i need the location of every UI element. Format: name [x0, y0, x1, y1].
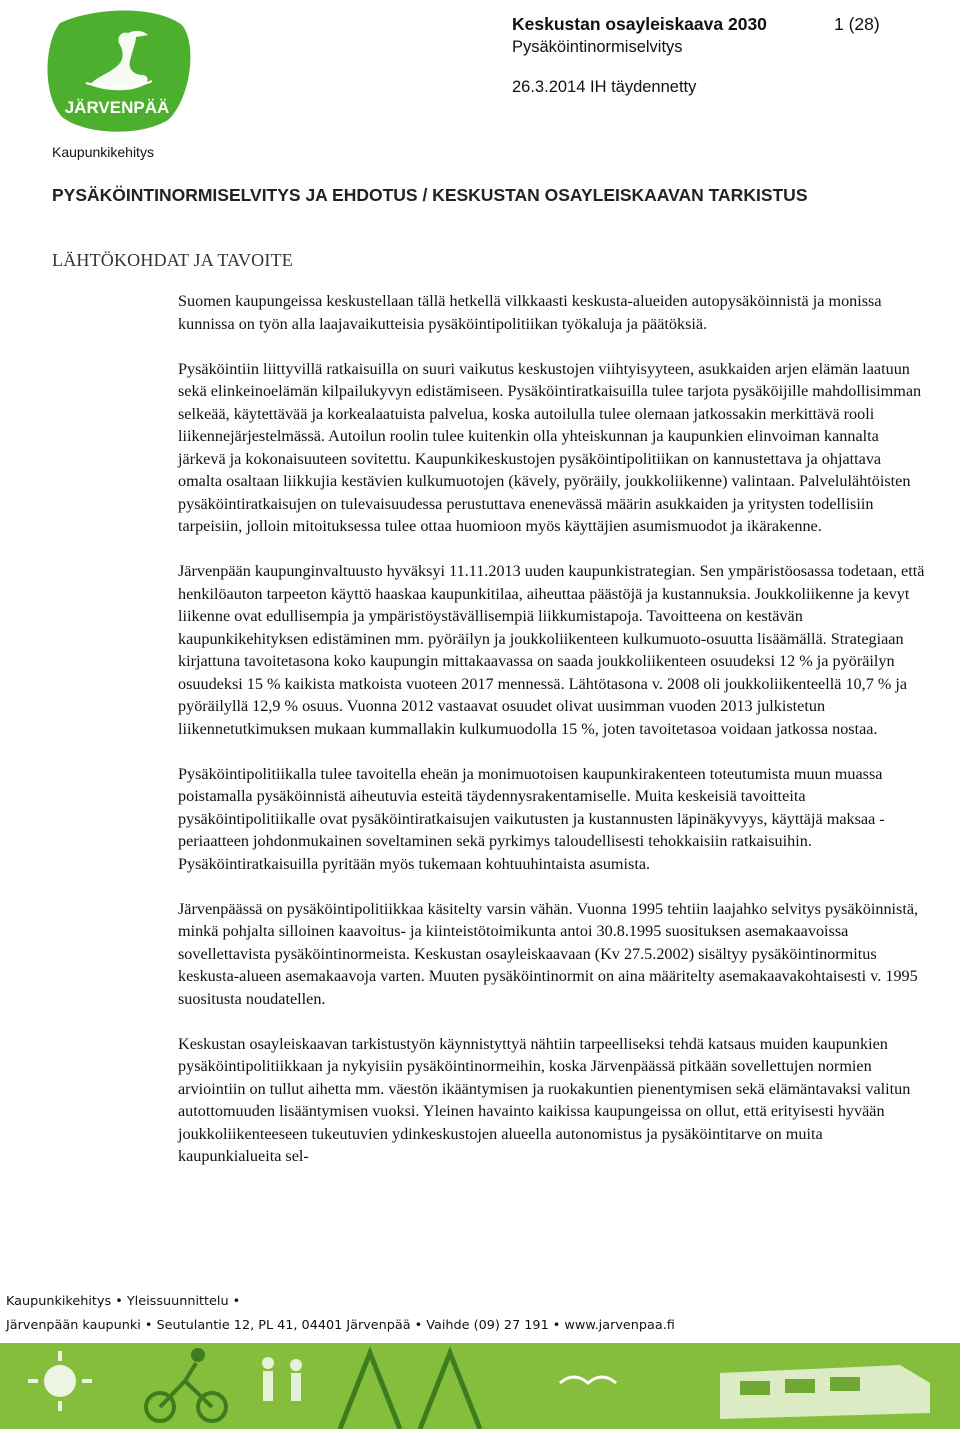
- footer-line-department: Kaupunkikehitys • Yleissuunnittelu •: [6, 1294, 241, 1309]
- department-label: Kaupunkikehitys: [52, 144, 154, 160]
- body-text: [178, 290, 926, 1190]
- footer-banner: [0, 1343, 960, 1429]
- logo-text: JÄRVENPÄÄ: [64, 98, 170, 117]
- swan-logo-icon: [40, 5, 195, 135]
- page-number: 1 (28): [834, 14, 880, 34]
- paragraph: Suomen kaupungeissa keskustellaan tällä hetkellä vilkkaasti keskusta-alueiden autopysäköinnistä ja monissa kunnissa on työn alla laajavaikutteisia pysäköintipolitiikan työkaluja ja päätöksiä.: [178, 292, 882, 333]
- footer-line-contact: Järvenpään kaupunki • Seutulantie 12, PL 41, 04401 Järvenpää • Vaihde (09) 27 191 • www.jarvenpaa.fi: [6, 1318, 675, 1333]
- banner-illustration-icon: [0, 1343, 960, 1429]
- paragraph: Järvenpään kaupunginvaltuusto hyväksyi 11.11.2013 uuden kaupunkistrategian. Sen ympäristöosassa todetaan, että henkilöauton tarpeeton käyttö haaskaa kaupunkitilaa, aiheuttaa päästöjä ja kustannuksia. Joukkoliikenne ja kevyt liikenne ovat edullisempia ja ympäristöystävällisempiä liikkumistapoja. Tavoitteena on kestävän kaupunkikehityksen edistäminen mm. pyöräilyn ja joukkoliikenteen kulkumuoto-osuutta lisäämällä. Strategiaan kirjattuna tavoitetasona koko kaupungin mittakaavassa on saada joukkoliikenteen osuudeksi 12 % ja pyöräilyn osuudeksi 15 % kaikista matkoista vuoteen 2017 mennessä. Lähtötasona v. 2008 oli joukkoliikenteellä 10,7 % ja pyöräilyllä 12,9 % osuus. Vuonna 2012 vastaavat osuudet olivat uusimman vuoden 2013 julkistetun liikennetutkimuksen mukaan kummallakin kulkumuodolla 15 %, joten tavoitetasoa voidaan jatkossa nostaa.: [178, 562, 925, 738]
- header-date: 26.3.2014 IH täydennetty: [512, 78, 697, 96]
- paragraph: Pysäköintiin liittyvillä ratkaisuilla on suuri vaikutus keskustojen viihtyisyyteen, asukkaiden arjen elämän laatuun sekä elinkeinoelämän kilpailukyvyn edistämiseen. Pysäköintiratkaisuilla tulee tarjota pysäköijille mahdollisimman selkeää, käytettävää ja korkealaatuista palvelua, koska autoilulla tulee olemaan jatkossakin merkittävä rooli liikennejärjestelmässä. Autoilun roolin tulee kuitenkin olla yhteiskunnan ja kaupunkien elinvoiman kannalta järkevä ja kokonaisuuteen sovitettu. Kaupunkikeskustojen pysäköintipolitiikan on kannustettava ja ohjattava omalta osaltaan liikkujia kestävien kulkumuotojen (kävely, pyöräily, joukkoliikenne) valintaan. Palvelulähtöisten pysäköintiratkaisujen on tulevaisuudessa perustuttava enenevässä määrin asukkaiden ja yritysten todellisiin tarpeisiin, jolloin mitoituksessa tulee ottaa huomioon myös käyttäjien asumismuodot ja ikärakenne.: [178, 359, 922, 535]
- document-title: PYSÄKÖINTINORMISELVITYS JA EHDOTUS / KESKUSTAN OSAYLEISKAAVAN TARKISTUS: [52, 185, 808, 205]
- footer: [6, 1290, 675, 1338]
- header-subtitle: Pysäköintinormiselvitys: [512, 38, 683, 56]
- jarvenpaa-logo: [40, 5, 195, 135]
- header-title: Keskustan osayleiskaava 2030: [512, 14, 767, 34]
- paragraph: Keskustan osayleiskaavan tarkistustyön käynnistyttyä nähtiin tarpeelliseksi tehdä katsaus muiden kaupunkien pysäköintipolitiikkaan ja nykyisiin pysäköintinormeihin, koska Järvenpäässä pitkään sovellettujen normien arviointiin on tullut aihetta mm. väestön ikääntymisen ja ruokakuntien pienentymisen sekä elämäntavaksi valitun autottomuuden lisääntymisen vuoksi. Yleinen havainto kaikissa kaupungeissa on ollut, että erityisesti hyvään joukkoliikenteeseen tukeutuvien ydinkeskustojen alueella autonomistus ja pysäköintitarve on muita kaupunkialueita sel-: [178, 1034, 911, 1165]
- paragraph: Järvenpäässä on pysäköintipolitiikkaa käsitelty varsin vähän. Vuonna 1995 tehtiin laajahko selvitys pysäköinnistä, minkä pohjalta silloinen kaavoitus- ja kiinteistötoimikunta antoi 30.8.1995 suosituksen asemakaavoissa sovellettavista pysäköintinormeista. Keskustan osayleiskaavaan (Kv 27.5.2002) sisältyy pysäköintinormitus keskusta-alueen asemakaavoja varten. Muuten pysäköintinormit on aina määritelty asemakaavakohtaisesti v. 1995 suositusta noudatellen.: [178, 899, 919, 1008]
- paragraph: Pysäköintipolitiikalla tulee tavoitella eheän ja monimuotoisen kaupunkirakenteen toteutumista muun muassa poistamalla pysäköinnistä aiheutuvia esteitä täydennysrakentamiselle. Muita keskeisiä tavoitteita pysäköintipolitiikalle ovat pysäköintiratkaisujen vaikutusten ja kustannusten läpinäkyvyys, käyttäjä maksaa -periaatteen johdonmukainen soveltaminen sekä pyrkimys taloudellisesti tehokkaisiin ratkaisuihin. Pysäköintiratkaisuilla pyritään myös tukemaan kohtuuhintaista asumista.: [178, 764, 885, 873]
- section-title: LÄHTÖKOHDAT JA TAVOITE: [52, 250, 293, 270]
- train-icon: [720, 1365, 930, 1419]
